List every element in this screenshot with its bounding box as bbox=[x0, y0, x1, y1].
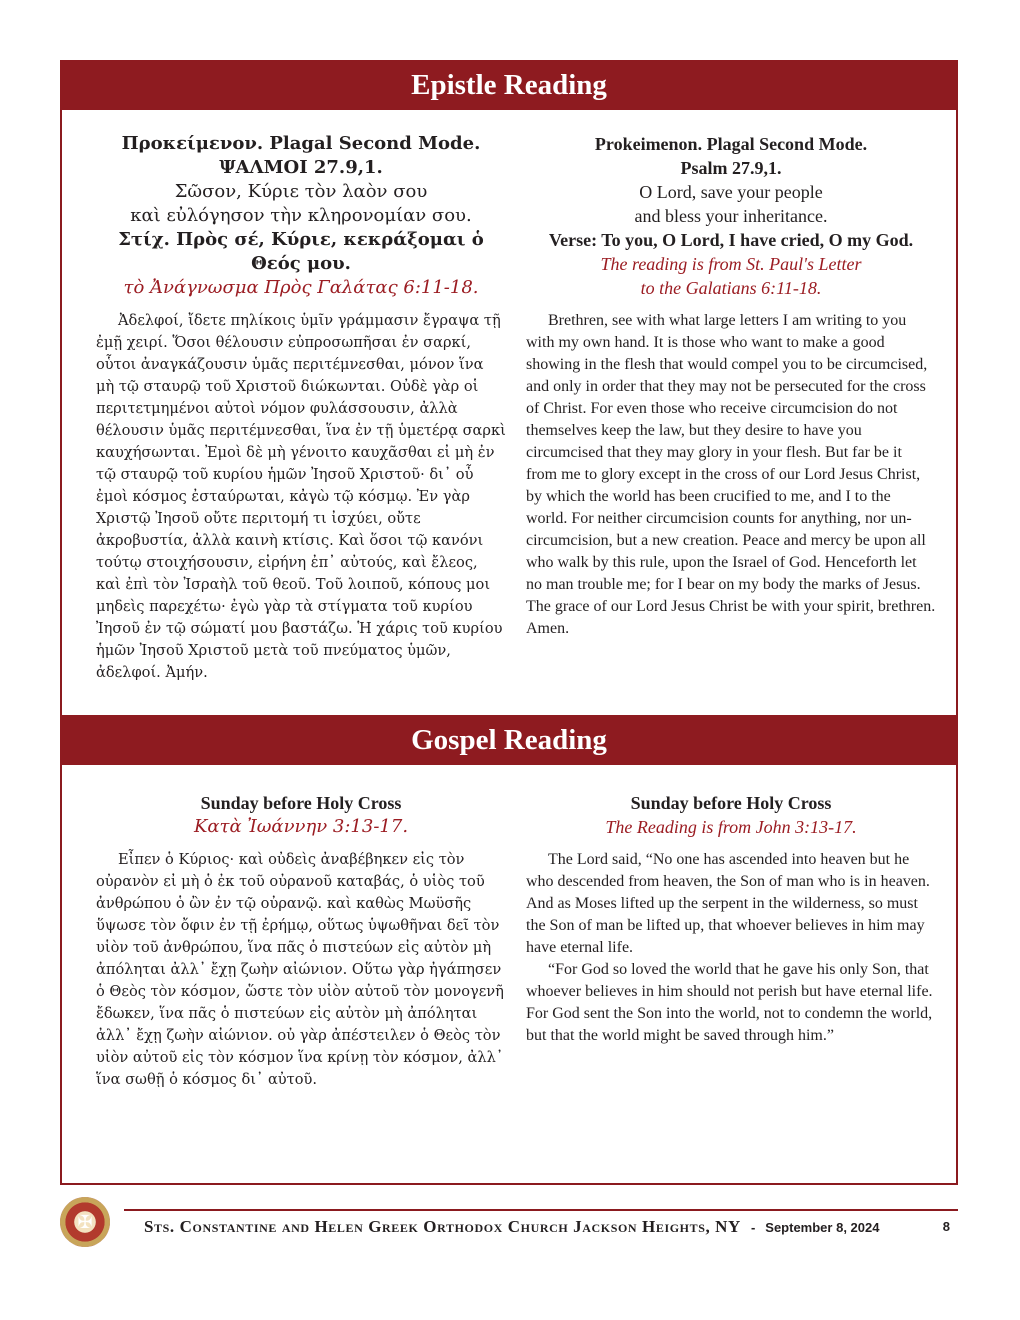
prokeimenon-greek: Προκείμενον. Plagal Second Mode. bbox=[121, 133, 481, 154]
gospel-banner: Gospel Reading bbox=[60, 715, 958, 765]
reading-ref-english: The reading is from St. Paul's Letter bbox=[600, 254, 862, 274]
psalm-ref-greek: ΨΑΛΜΟΙ 27.9,1. bbox=[219, 157, 383, 178]
gospel-greek-heading bbox=[96, 791, 506, 839]
prokeimenon-line-english: and bless your inheritance. bbox=[634, 206, 828, 226]
prokeimenon-line-greek: Σῶσον, Κύριε τὸν λαὸν σου bbox=[174, 181, 428, 202]
epistle-greek-column bbox=[96, 132, 506, 684]
prokeimenon-english: Prokeimenon. Plagal Second Mode. bbox=[594, 134, 868, 154]
cross-icon: ✠ bbox=[77, 1212, 93, 1232]
gospel-english-column bbox=[526, 791, 936, 1047]
footer-text bbox=[144, 1217, 879, 1238]
epistle-paragraph-greek: Ἀδελφοί, ἴδετε πηλίκοις ὑμῖν γράμμασιν ἔγραψα τῇ ἐμῇ χειρί. Ὅσοι θέλουσιν εὐπροσωπῆσαι ἐν σαρκί, οὗτοι ἀναγκάζουσιν ὑμᾶς περιτέμνεσθαι, μόνον ἵνα μὴ τῷ σταυρῷ τοῦ Χριστοῦ διώκωνται. Οὐδὲ γὰρ οἱ περιτετμημένοι αὐτοὶ νόμον φυλάσσουσιν, ἀλλὰ θέλουσιν ὑμᾶς περιτέμνεσθαι, ἵνα ἐν τῇ ὑμετέρᾳ σαρκὶ καυχήσωνται. Ἐμοὶ δὲ μὴ γένοιτο καυχᾶσθαι εἰ μὴ ἐν τῷ σταυρῷ τοῦ κυρίου ἡμῶν Ἰησοῦ Χριστοῦ· δι᾽ οὗ ἐμοὶ κόσμος ἐσταύρωται, κἀγὼ τῷ κόσμῳ. Ἐν γὰρ Χριστῷ Ἰησοῦ οὔτε περιτομή τι ἰσχύει, οὔτε ἀκροβυστία, ἀλλὰ καινὴ κτίσις. Καὶ ὅσοι τῷ κανόνι τούτῳ στοιχήσουσιν, εἰρήνη ἐπ᾽ αὐτούς, καὶ ἔλεος, καὶ ἐπὶ τὸν Ἰσραὴλ τοῦ θεοῦ. Τοῦ λοιποῦ, κόπους μοι μηδεὶς παρεχέτω· ἐγὼ γὰρ τὰ στίγματα τοῦ κυρίου Ἰησοῦ ἐν τῷ σώματί μου βαστάζω. Ἡ χάρις τοῦ κυρίου ἡμῶν Ἰησοῦ Χριστοῦ μετὰ τοῦ πνεύματος ὑμῶν, ἀδελφοί. Ἀμήν. bbox=[96, 312, 506, 681]
gospel-reading-ref-english: The Reading is from John 3:13-17. bbox=[605, 817, 857, 837]
gospel-paragraph-greek: Εἶπεν ὁ Κύριος· καὶ οὐδεὶς ἀναβέβηκεν εἰς τὸν οὐρανὸν εἰ μὴ ὁ ἐκ τοῦ οὐρανοῦ καταβάς, ὁ υἱὸς τοῦ ἀνθρώπου ὁ ὢν ἐν τῷ οὐρανῷ. καὶ καθὼς Μωϋσῆς ὕψωσε τὸν ὄφιν ἐν τῇ ἐρήμῳ, οὕτως ὑψωθῆναι δεῖ τὸν υἱὸν τοῦ ἀνθρώπου, ἵνα πᾶς ὁ πιστεύων εἰς αὐτὸν μὴ ἀπόληται ἀλλ᾽ ἔχῃ ζωὴν αἰώνιον. Οὕτω γὰρ ἠγάπησεν ὁ Θεὸς τὸν κόσμον, ὥστε τὸν υἱὸν αὐτοῦ τὸν μονογενῆ ἔδωκεν, ἵνα πᾶς ὁ πιστεύων εἰς αὐτὸν μὴ ἀπόληται ἀλλ᾽ ἔχῃ ζωὴν αἰώνιον. οὐ γὰρ ἀπέστειλεν ὁ Θεὸς τὸν υἱὸν αὐτοῦ εἰς τὸν κόσμον ἵνα κρίνῃ τὸν κόσμον, ἀλλ᾽ ἵνα σωθῇ ὁ κόσμος δι᾽ αὐτοῦ. bbox=[96, 851, 504, 1088]
epistle-banner: Epistle Reading bbox=[60, 60, 958, 110]
church-name: Sts. Constantine and Helen Greek Orthodox Church Jackson Heights, NY bbox=[144, 1217, 741, 1236]
epistle-text-greek bbox=[96, 310, 506, 684]
epistle-paragraph-english: Brethren, see with what large letters I am writing to you with my own hand. It is those who want to make a good showing in the flesh that would compel you to be circumcised, and only in order that they may not be persecuted for the cross of Christ. For even those who receive circumcision do not themselves keep the law, but they desire to have you circumcised that they may glory in your flesh. But far be it from me to glory except in the cross of our Lord Jesus Christ, by which the world has been crucified to me, and I to the world. For neither circumcision counts for anything, nor un-circumcision, but a new creation. Peace and mercy be upon all who walk by this rule, upon the Israel of God. Henceforth let no man trouble me; for I bear on my body the marks of Jesus. The grace of our Lord Jesus Christ be with your spirit, brethren. Amen. bbox=[526, 312, 936, 637]
gospel-day-greek: Sunday before Holy Cross bbox=[200, 793, 402, 813]
page-footer bbox=[60, 1195, 958, 1255]
gospel-paragraph-english: The Lord said, “No one has ascended into heaven but he who descended from heaven, the Son of man who is in heaven. And as Moses lifted up the serpent in the wilderness, so must the Son of man be lifted up, that whoever believes in him may have eternal life. bbox=[526, 851, 930, 956]
footer-separator: - bbox=[750, 1220, 756, 1235]
verse-greek: Στίχ. Πρὸς σέ, Κύριε, κεκράξομαι ὁ Θεός μου. bbox=[118, 229, 484, 274]
reading-ref-greek: τὸ Ἀνάγνωσμα Πρὸς Γαλάτας 6:11-18. bbox=[123, 277, 479, 298]
gospel-paragraph-english: “For God so loved the world that he gave his only Son, that whoever believes in him should not perish but have eternal life. For God sent the Son into the world, not to condemn the world, but that the world might be saved through him.” bbox=[526, 961, 933, 1044]
verse-english: Verse: To you, O Lord, I have cried, O my God. bbox=[548, 230, 914, 250]
epistle-section bbox=[60, 60, 958, 715]
prokeimenon-line-greek: καὶ εὐλόγησον τὴν κληρονομίαν σου. bbox=[130, 205, 472, 226]
bulletin-date: September 8, 2024 bbox=[765, 1220, 880, 1235]
reading-ref-english: to the Galatians 6:11-18. bbox=[640, 278, 822, 298]
gospel-english-heading bbox=[526, 791, 936, 839]
footer-divider bbox=[124, 1209, 958, 1211]
epistle-greek-heading bbox=[96, 132, 506, 300]
gospel-day-english: Sunday before Holy Cross bbox=[630, 793, 832, 813]
epistle-english-heading bbox=[526, 132, 936, 300]
psalm-ref-english: Psalm 27.9,1. bbox=[680, 158, 782, 178]
gospel-reading-ref-greek: Κατὰ Ἰωάννην 3:13-17. bbox=[193, 816, 409, 837]
epistle-text-english bbox=[526, 310, 936, 640]
epistle-english-column bbox=[526, 132, 936, 640]
gospel-text-greek bbox=[96, 849, 506, 1091]
gospel-text-english bbox=[526, 849, 936, 1047]
prokeimenon-line-english: O Lord, save your people bbox=[639, 182, 823, 202]
page-number: 8 bbox=[942, 1219, 950, 1234]
gospel-section bbox=[60, 715, 958, 1185]
gospel-greek-column bbox=[96, 791, 506, 1091]
